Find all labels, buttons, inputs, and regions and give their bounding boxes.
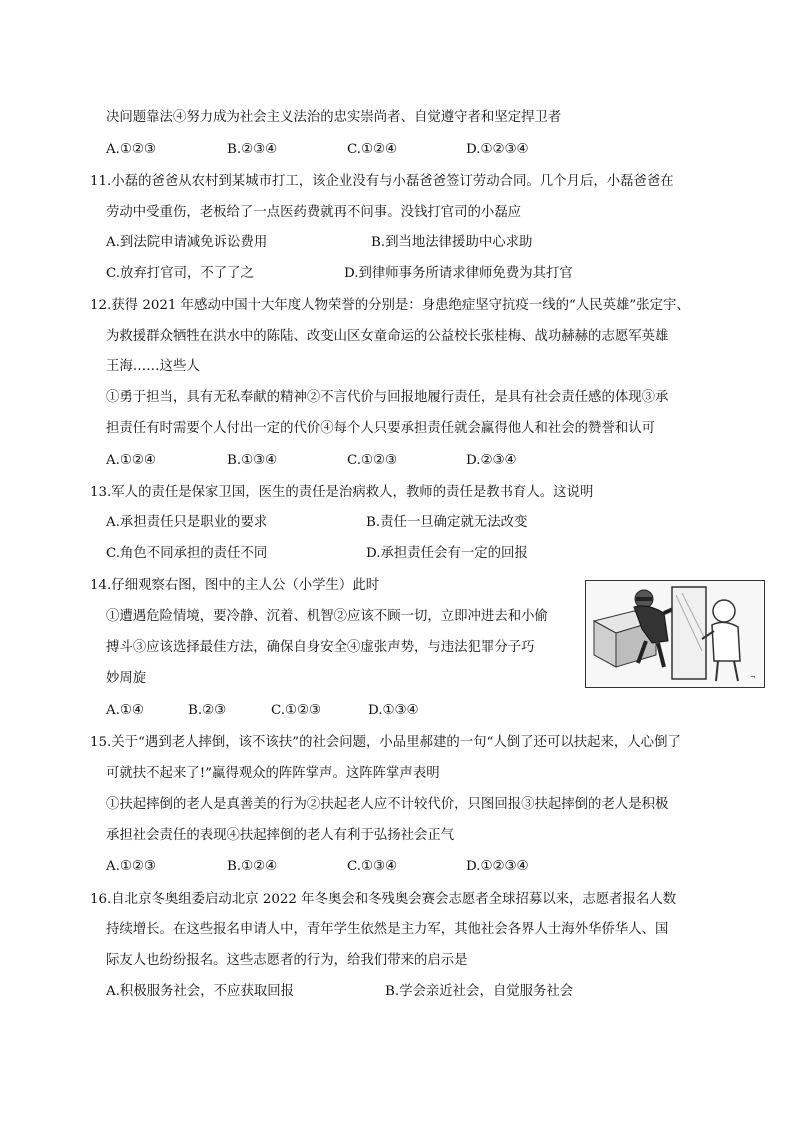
option-c[interactable]: C.①②③ <box>271 703 322 718</box>
question-11-stem: 11.小磊的爸爸从农村到某城市打工，该企业没有与小磊爸爸签订劳动合同。几个月后，小磊爸爸在 <box>90 174 674 189</box>
question-12-stem-cont: 为救援群众牺牲在洪水中的陈陆、改变山区女童命运的公益校长张桂梅、战功赫赫的志愿军英雄 <box>106 329 669 344</box>
option-d[interactable]: D.①②③④ <box>466 142 529 157</box>
option-b[interactable]: B.责任一旦确定就无法改变 <box>366 515 528 530</box>
option-a[interactable]: A.积极服务社会，不应获取回报 <box>106 984 295 999</box>
option-a[interactable]: A.①②③ <box>106 142 156 157</box>
thief-and-student-illustration <box>586 581 764 687</box>
question-11-stem-cont: 劳动中受重伤，老板给了一点医药费就再不问事。没钱打官司的小磊应 <box>106 205 522 220</box>
option-c[interactable]: C.①②③ <box>347 453 398 468</box>
question-14-statements-cont: 妙周旋 <box>106 671 147 686</box>
question-13-stem: 13.军人的责任是保家卫国，医生的责任是治病救人，教师的责任是教书育人。这说明 <box>90 485 594 500</box>
option-a[interactable]: A.①②③ <box>106 859 156 874</box>
question-12-stem-cont: 王海……这些人 <box>106 359 200 374</box>
question-14-stem: 14.仔细观察右图，图中的主人公（小学生）此时 <box>90 578 380 593</box>
option-b[interactable]: B.到当地法律援助中心求助 <box>371 235 533 250</box>
option-c[interactable]: C.①②④ <box>347 142 398 157</box>
option-a[interactable]: A.①②④ <box>106 453 156 468</box>
option-c[interactable]: C.放弃打官司，不了了之 <box>106 266 254 281</box>
question-15-statements-cont: 承担社会责任的表现④扶起摔倒的老人有利于弘扬社会正气 <box>106 828 455 843</box>
option-d[interactable]: D.①③④ <box>368 703 419 718</box>
option-a[interactable]: A.①④ <box>106 703 144 718</box>
option-b[interactable]: B.①②④ <box>227 859 278 874</box>
option-b[interactable]: B.学会亲近社会，自觉服务社会 <box>385 984 574 999</box>
option-d[interactable]: D.①②③④ <box>466 859 529 874</box>
option-b[interactable]: B.②③④ <box>227 142 278 157</box>
option-c[interactable]: C.角色不同承担的责任不同 <box>106 546 268 561</box>
question-16-stem-cont: 际友人也纷纷报名。这些志愿者的行为，给我们带来的启示是 <box>106 953 468 968</box>
question-15-stem-cont: 可就扶不起来了!”赢得观众的阵阵掌声。这阵阵掌声表明 <box>106 766 440 781</box>
question-text: 决问题靠法④努力成为社会主义法治的忠实崇尚者、自觉遵守者和坚定捍卫者 <box>106 110 562 125</box>
question-15-stem: 15.关于“遇到老人摔倒，该不该扶”的社会问题，小品里郝建的一句“人倒了还可以扶起来，人心倒了 <box>90 735 681 750</box>
question-14-illustration <box>585 580 765 688</box>
option-a[interactable]: A.到法院申请减免诉讼费用 <box>106 235 268 250</box>
option-d[interactable]: D.到律师事务所请求律师免费为其打官 <box>344 266 573 281</box>
question-14-statements-cont: 搏斗③应该选择最佳方法，确保自身安全④虚张声势，与违法犯罪分子巧 <box>106 640 535 655</box>
option-b[interactable]: B.①③④ <box>227 453 278 468</box>
option-d[interactable]: D.承担责任会有一定的回报 <box>366 546 528 561</box>
option-a[interactable]: A.承担责任只是职业的要求 <box>106 515 268 530</box>
question-16-stem: 16.自北京冬奥组委启动北京 2022 年冬奥会和冬残奥会赛会志愿者全球招募以来，志愿者报名人数 <box>90 892 677 907</box>
question-16-stem-cont: 持续增长。在这些报名申请人中，青年学生依然是主力军，其他社会各界人士海外华侨华人、国 <box>106 922 669 937</box>
option-c[interactable]: C.①③④ <box>347 859 398 874</box>
option-b[interactable]: B.②③ <box>188 703 227 718</box>
question-12-statements: ①勇于担当，具有无私奉献的精神②不言代价与回报地履行责任，是具有社会责任感的体现③承 <box>106 390 669 405</box>
question-14-statements: ①遭遇危险情境，要冷静、沉着、机智②应该不顾一切，立即冲进去和小偷 <box>106 609 548 624</box>
option-d[interactable]: D.②③④ <box>466 453 517 468</box>
question-12-stem: 12.获得 2021 年感动中国十大年度人物荣誉的分别是：身患绝症坚守抗疫一线的“人民英雄”张定宇、 <box>90 298 690 313</box>
question-15-statements: ①扶起摔倒的老人是真善美的行为②扶起老人应不计较代价，只图回报③扶起摔倒的老人是积极 <box>106 797 669 812</box>
figure-mark: ¬ <box>750 673 756 681</box>
question-12-statements-cont: 担责任有时需要个人付出一定的代价④每个人只要承担责任就会赢得他人和社会的赞誉和认可 <box>106 421 656 436</box>
